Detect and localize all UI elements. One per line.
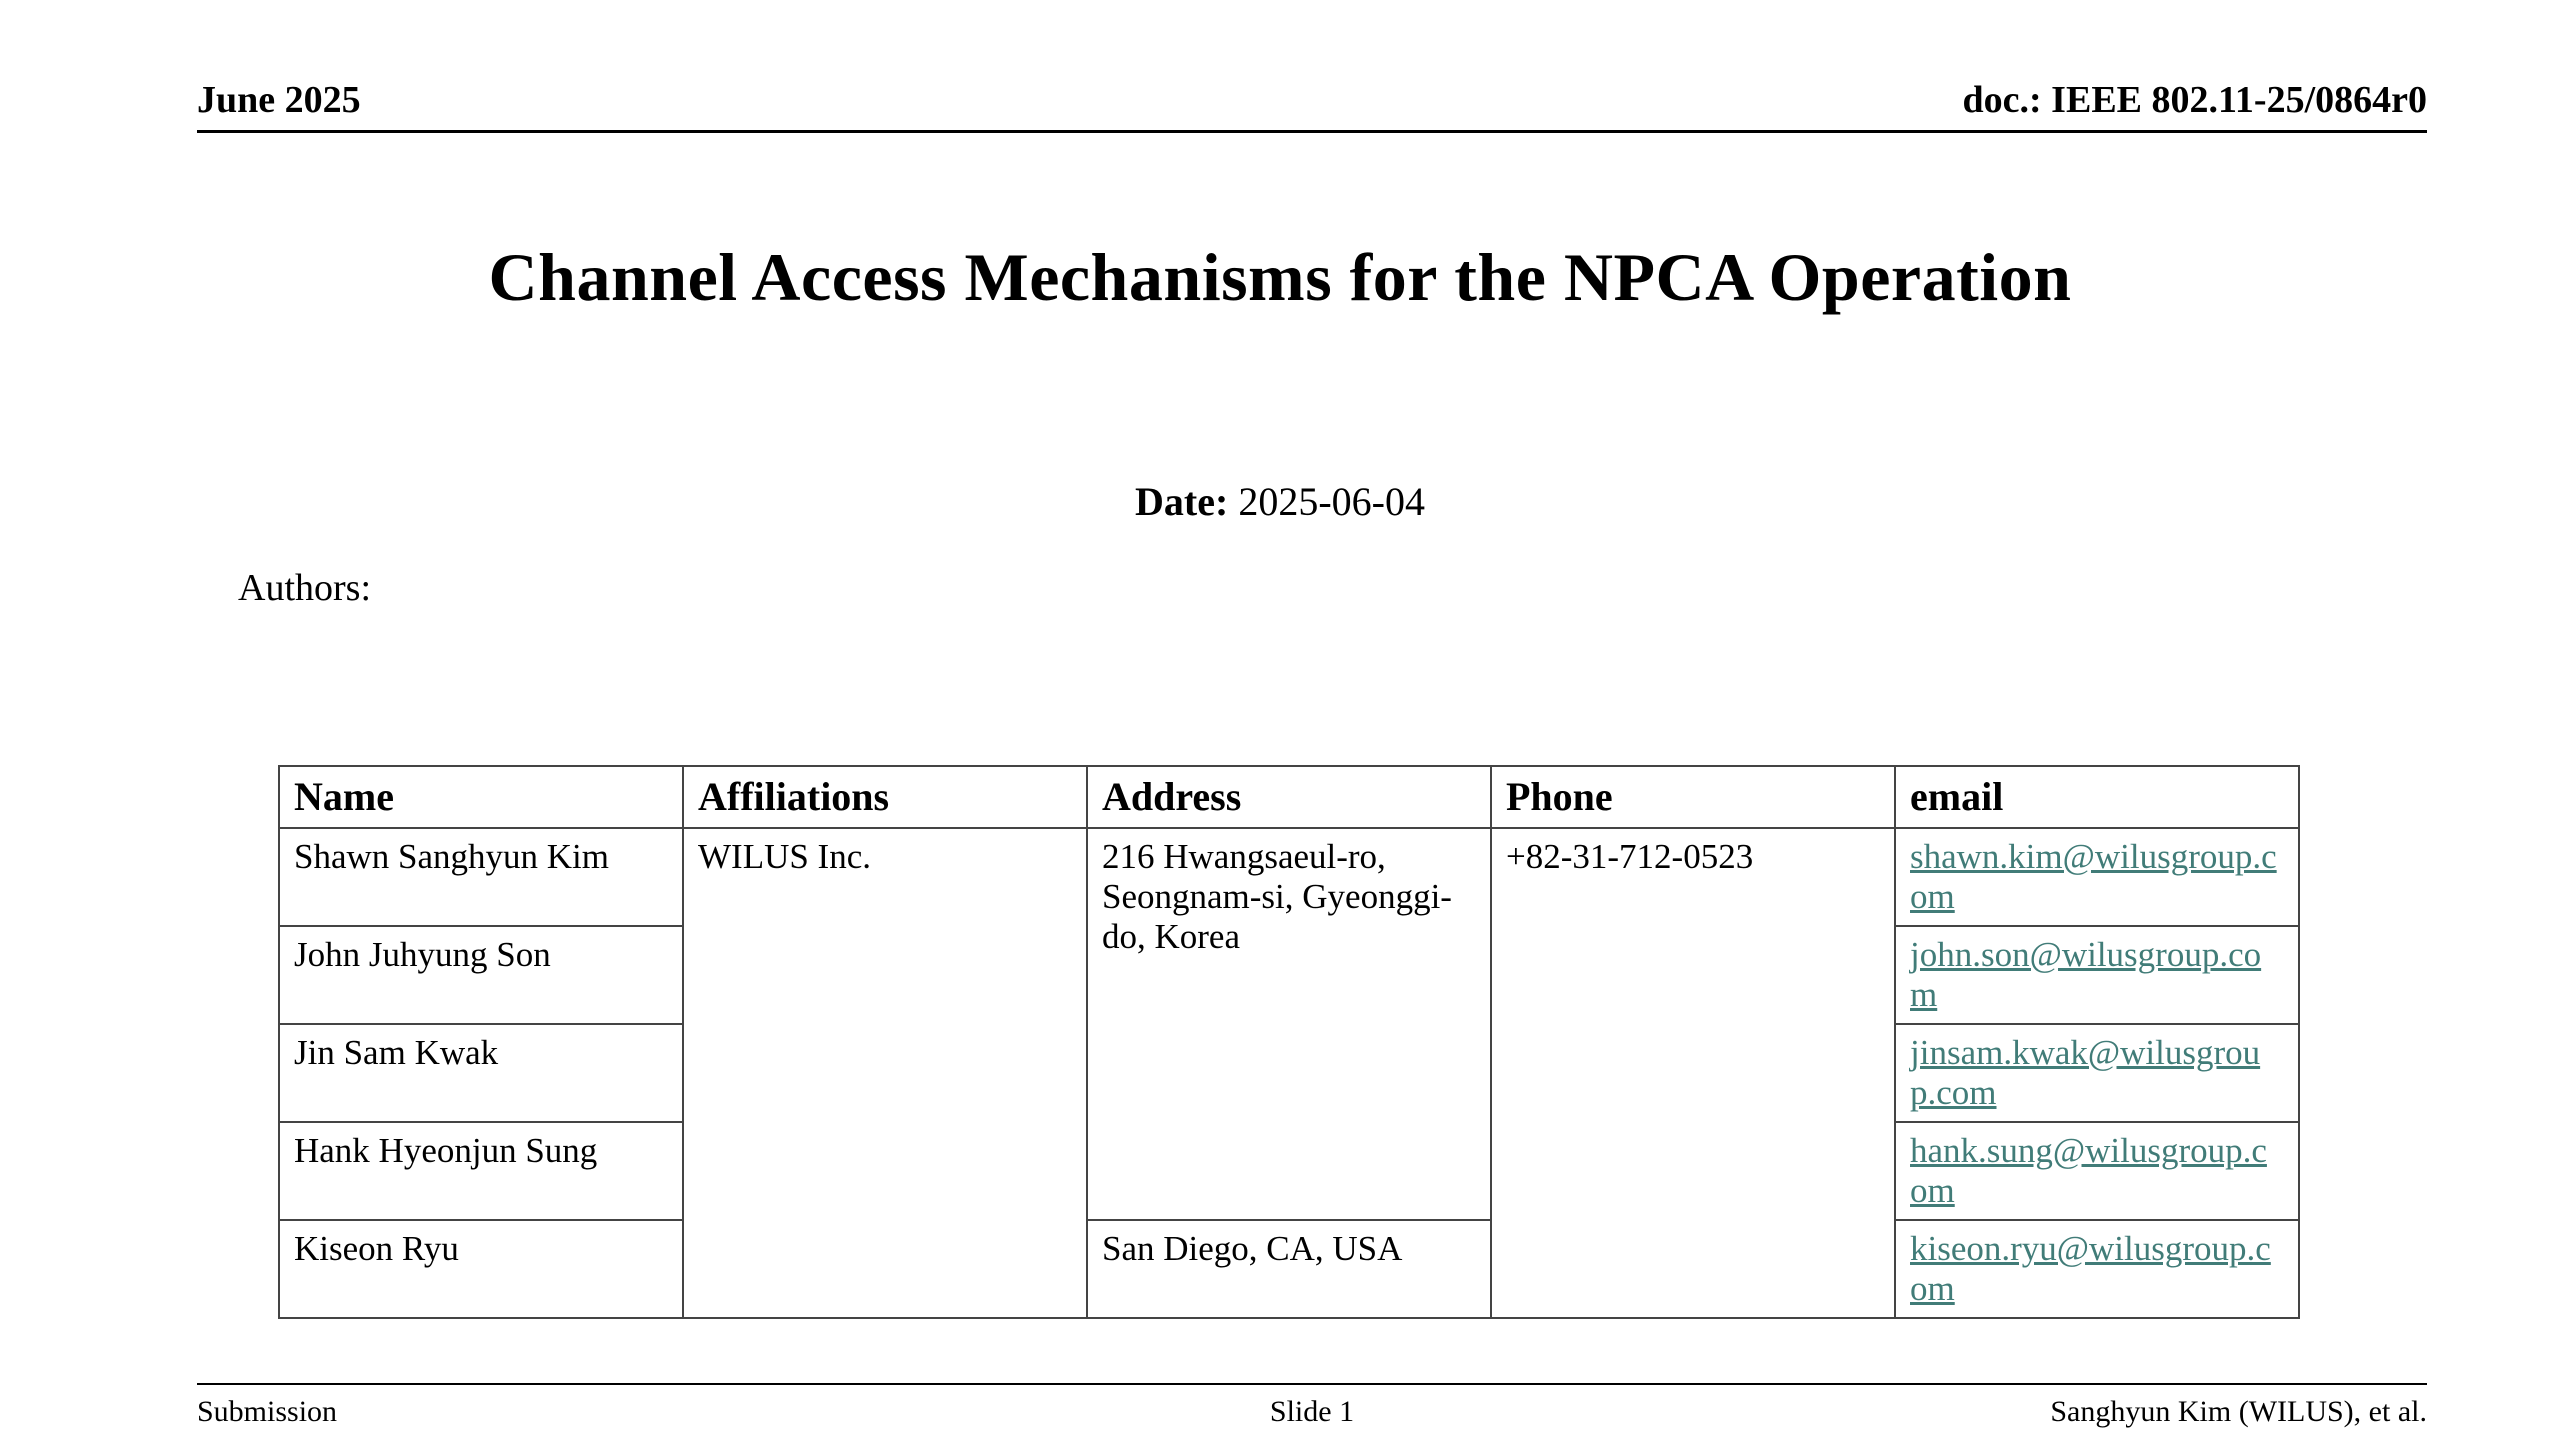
- email-link[interactable]: jinsam.kwak@wilusgroup.com: [1910, 1033, 2261, 1112]
- email-cell: [1895, 1122, 2299, 1220]
- date-line: [0, 478, 2560, 525]
- column-header-affiliations: Affiliations: [683, 766, 1087, 828]
- author-name: Kiseon Ryu: [279, 1220, 683, 1318]
- email-link[interactable]: john.son@wilusgroup.com: [1910, 935, 2262, 1014]
- table-row: [279, 1220, 2299, 1318]
- date-label: Date:: [1135, 479, 1229, 524]
- author-name: Hank Hyeonjun Sung: [279, 1122, 683, 1220]
- date-value: 2025-06-04: [1238, 479, 1425, 524]
- column-header-name: Name: [279, 766, 683, 828]
- email-link[interactable]: kiseon.ryu@wilusgroup.com: [1910, 1229, 2271, 1308]
- email-cell: [1895, 828, 2299, 926]
- authors-table-wrap: [278, 765, 2300, 1319]
- author-name: John Juhyung Son: [279, 926, 683, 1024]
- authors-table: [278, 765, 2300, 1319]
- slide-title: Channel Access Mechanisms for the NPCA Operation: [488, 239, 2072, 315]
- author-name: Jin Sam Kwak: [279, 1024, 683, 1122]
- table-header-row: [279, 766, 2299, 828]
- column-header-phone: Phone: [1491, 766, 1895, 828]
- address-cell-alt: San Diego, CA, USA: [1087, 1220, 1491, 1318]
- address-cell-main: 216 Hwangsaeul-ro, Seongnam-si, Gyeonggi-do, Korea: [1087, 828, 1491, 1220]
- phone-cell: +82-31-712-0523: [1491, 828, 1895, 1318]
- author-name: Shawn Sanghyun Kim: [279, 828, 683, 926]
- table-row: [279, 828, 2299, 926]
- header-doc-number: doc.: IEEE 802.11-25/0864r0: [1962, 79, 2427, 121]
- footer-slide-number: Slide 1: [1269, 1395, 1355, 1428]
- footer-author-credit: Sanghyun Kim (WILUS), et al.: [2050, 1395, 2427, 1428]
- footer-submission: Submission: [197, 1395, 338, 1428]
- email-link[interactable]: hank.sung@wilusgroup.com: [1910, 1131, 2267, 1210]
- column-header-email: email: [1895, 766, 2299, 828]
- column-header-address: Address: [1087, 766, 1491, 828]
- authors-label: Authors:: [238, 567, 371, 609]
- email-link[interactable]: shawn.kim@wilusgroup.com: [1910, 837, 2277, 916]
- affiliation-cell: WILUS Inc.: [683, 828, 1087, 1318]
- email-cell: [1895, 1024, 2299, 1122]
- email-cell: [1895, 1220, 2299, 1318]
- email-cell: [1895, 926, 2299, 1024]
- header-date: June 2025: [197, 79, 361, 121]
- page-footer: [197, 1383, 2427, 1429]
- page-header: [197, 78, 2427, 133]
